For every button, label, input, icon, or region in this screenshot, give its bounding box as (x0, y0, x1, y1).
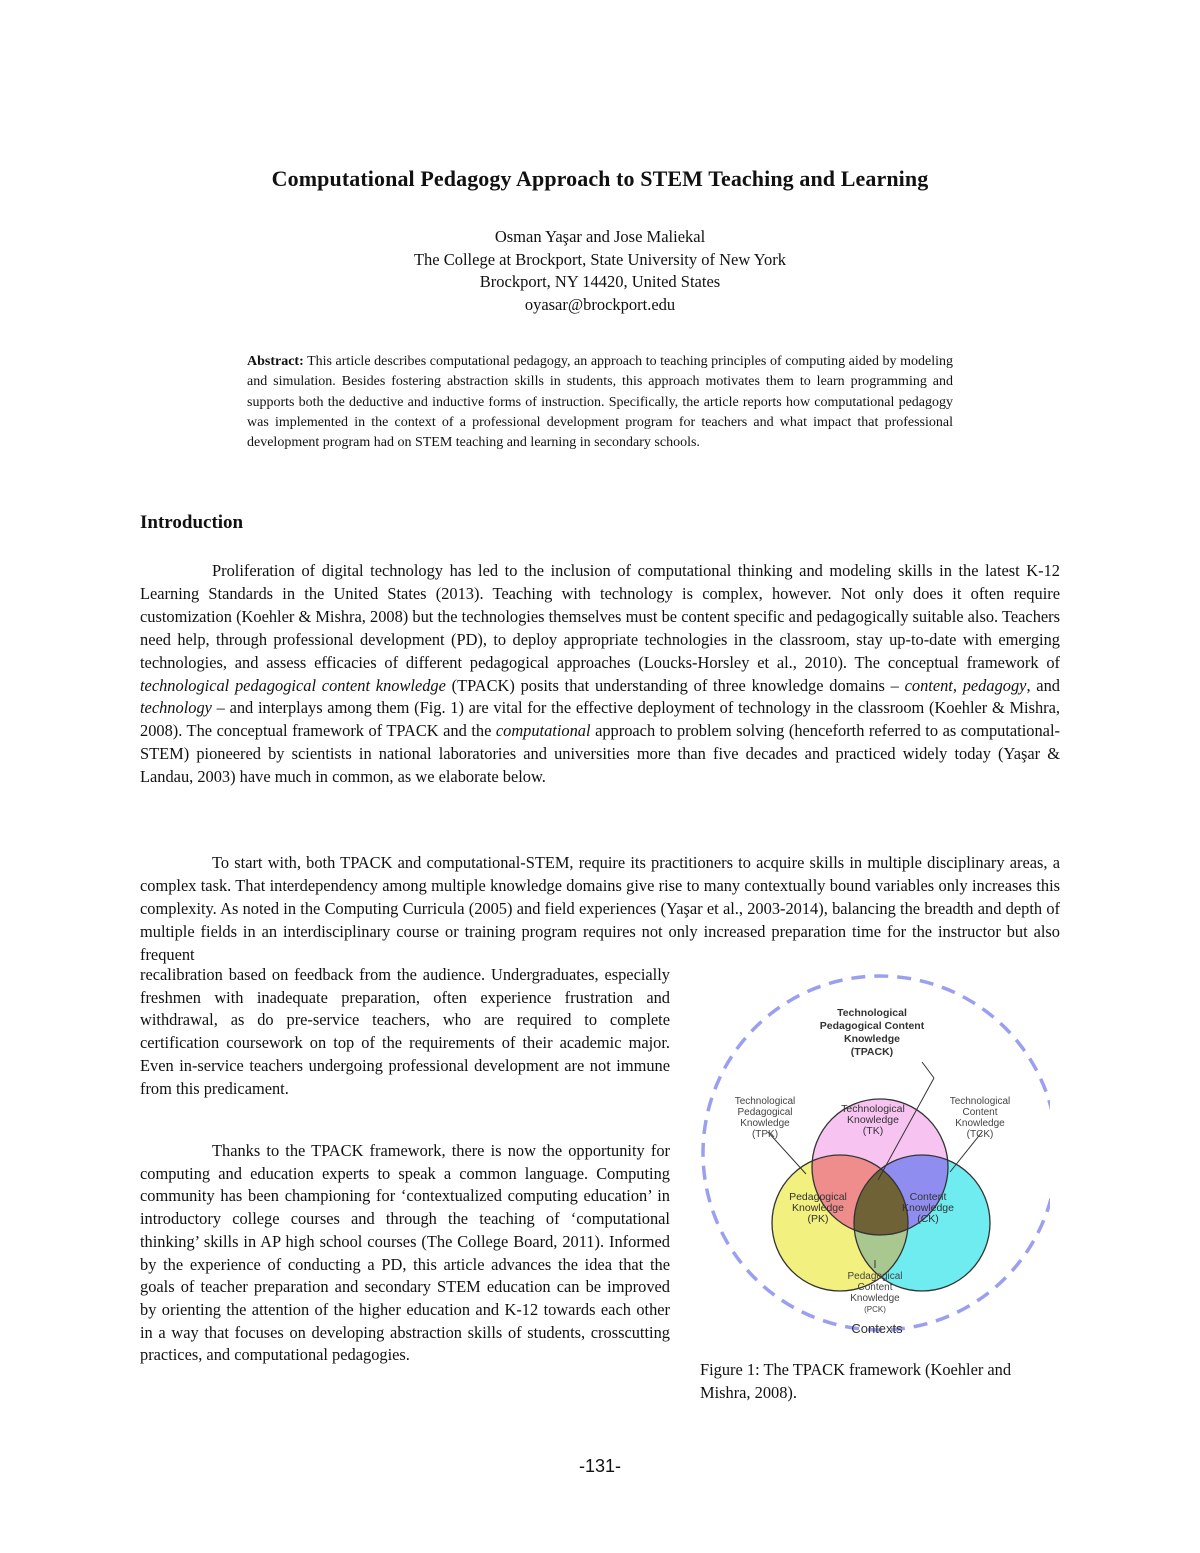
paragraph-2-continued: recalibration based on feedback from the audience. Undergraduates, especially freshmen with inadequate preparation, often experience frustration and withdrawal, as do pre-service teachers, who are required to complete certification coursework on top of the requirements of their academic major. Even in-service teachers undergoing professional development are not immune from this predicament. (140, 965, 670, 1098)
svg-text:Technological: Technological (841, 1103, 905, 1115)
p1-emphasis-technology: technology (140, 698, 212, 718)
contexts-label: Contexts (851, 1321, 903, 1336)
svg-text:Pedagogical: Pedagogical (847, 1271, 903, 1282)
svg-text:Technological: Technological (949, 1096, 1011, 1107)
p1-text-b: (TPACK) posits that understanding of three knowledge domains – (445, 675, 905, 695)
svg-text:(PCK): (PCK) (864, 1305, 886, 1314)
svg-text:(TPACK): (TPACK) (850, 1046, 894, 1058)
p1-text-c: , and (1026, 675, 1060, 695)
svg-text:Knowledge: Knowledge (843, 1033, 901, 1045)
svg-text:Technological: Technological (734, 1096, 796, 1107)
svg-text:Pedagogical: Pedagogical (789, 1191, 847, 1203)
p1-emphasis-tpack: technological pedagogical content knowledge (140, 675, 446, 695)
paper-title: Computational Pedagogy Approach to STEM Teaching and Learning (271, 166, 929, 191)
tpack-pointer (922, 1062, 934, 1078)
p1-text-a: Proliferation of digital technology has led to the inclusion of computational thinking and modeling skills in the latest K-12 Learning Standards in the United States (2013). Teaching with technology is complex, however. Not only does it often require customization (Koehler & Mishra, 2008) but the technologies themselves must be content specific and pedagogically suitable also. Teachers need help, through professional development (PD), to deploy appropriate technologies in the classroom, stay up-to-date with emerging technologies, and assess efficacies of different pedagogical approaches (Loucks-Horsley et al., 2010). The conceptual framework of (140, 561, 1060, 672)
paragraph-2: To start with, both TPACK and computational-STEM, require its practitioners to acquire skills in multiple disciplinary areas, a complex task. That interdependency among multiple knowledge domains give rise to many contextually bound variables only increases this complexity. As noted in the Computing Curricula (2005) and field experiences (Yaşar et al., 2003-2014), balancing the breadth and depth of multiple fields in an interdisciplinary course or training program requires not only increased preparation time for the instructor but also frequent (140, 853, 1060, 964)
svg-text:Pedagogical: Pedagogical (737, 1107, 793, 1118)
svg-text:Knowledge: Knowledge (902, 1202, 954, 1214)
svg-text:Technological: Technological (837, 1007, 907, 1019)
svg-text:Pedagogical Content: Pedagogical Content (819, 1020, 925, 1032)
svg-text:(CK): (CK) (917, 1213, 939, 1225)
author-address: Brockport, NY 14420, United States (479, 272, 721, 291)
author-names: Osman Yaşar and Jose Maliekal (494, 227, 706, 246)
author-block (140, 226, 1060, 316)
svg-text:Knowledge: Knowledge (847, 1114, 899, 1126)
svg-text:(TPK): (TPK) (751, 1129, 779, 1140)
tpk-label (735, 1096, 796, 1140)
tck-label (950, 1096, 1011, 1140)
author-email: oyasar@brockport.edu (524, 294, 676, 314)
page-number: -131- (578, 1456, 622, 1476)
abstract (247, 352, 953, 453)
tpack-label (820, 1007, 925, 1058)
svg-text:Knowledge: Knowledge (792, 1202, 844, 1214)
figure-caption: Figure 1: The TPACK framework (Koehler and Mishra, 2008). (700, 1360, 1012, 1402)
abstract-label: Abstract: (247, 354, 304, 369)
svg-text:(TCK): (TCK) (966, 1129, 994, 1140)
svg-text:Knowledge: Knowledge (850, 1293, 900, 1304)
tpack-figure (690, 970, 1050, 1350)
p1-emphasis-computational: computational (495, 721, 591, 741)
svg-text:(TK): (TK) (862, 1125, 884, 1137)
pck-label (847, 1271, 902, 1314)
svg-text:Content: Content (857, 1282, 893, 1293)
svg-text:Knowledge: Knowledge (955, 1118, 1005, 1129)
abstract-text: This article describes computational pedagogy, an approach to teaching principles of computing aided by modeling and simulation. Besides fostering abstraction skills in students, this approach motivates them to learn programming and supports both the deductive and inductive forms of instruction. Specifically, the article reports how computational pedagogy was implemented in the context of a professional development program for teachers and what impact that professional development program had on STEM teaching and learning in secondary schools. (247, 354, 953, 451)
p1-emphasis-content-pedagogy: content, pedagogy (904, 675, 1027, 695)
svg-text:(PK): (PK) (807, 1213, 829, 1225)
svg-text:Content: Content (909, 1191, 947, 1203)
author-institution: The College at Brockport, State University of New York (413, 249, 787, 269)
paragraph-1 (140, 560, 1060, 789)
tpack-venn-diagram (690, 970, 1050, 1350)
p1-text-e: approach to problem solving (henceforth referred to as computational-STEM) pioneered by scientists in national laboratories and universities more than five decades and practiced widely today (Yaşar & Landau, 2003) have much in common, as we elaborate below. (140, 721, 1060, 787)
svg-text:Content: Content (962, 1107, 998, 1118)
paragraph-3: Thanks to the TPACK framework, there is now the opportunity for computing and education experts to speak a common language. Computing community has been championing for ‘contextualized computing education’ in introductory college courses and through the teaching of ‘computational thinking’ skills in AP high school courses (The College Board, 2011). Informed by the experience of conducting a PD, this article advances the idea that the goals of teacher preparation and secondary STEM education can be improved by orienting the attention of the higher education and K-12 towards each other in a way that focuses on developing abstraction skills of students, crosscutting practices, and computational pedagogies. (140, 1141, 670, 1365)
p1-text-d: – and interplays among them (Fig. 1) are vital for the effective deployment of technology in the classroom (Koehler & Mishra, 2008). The conceptual framework of TPACK and the (140, 698, 1060, 741)
svg-text:Knowledge: Knowledge (740, 1118, 790, 1129)
section-heading: Introduction (140, 512, 244, 533)
